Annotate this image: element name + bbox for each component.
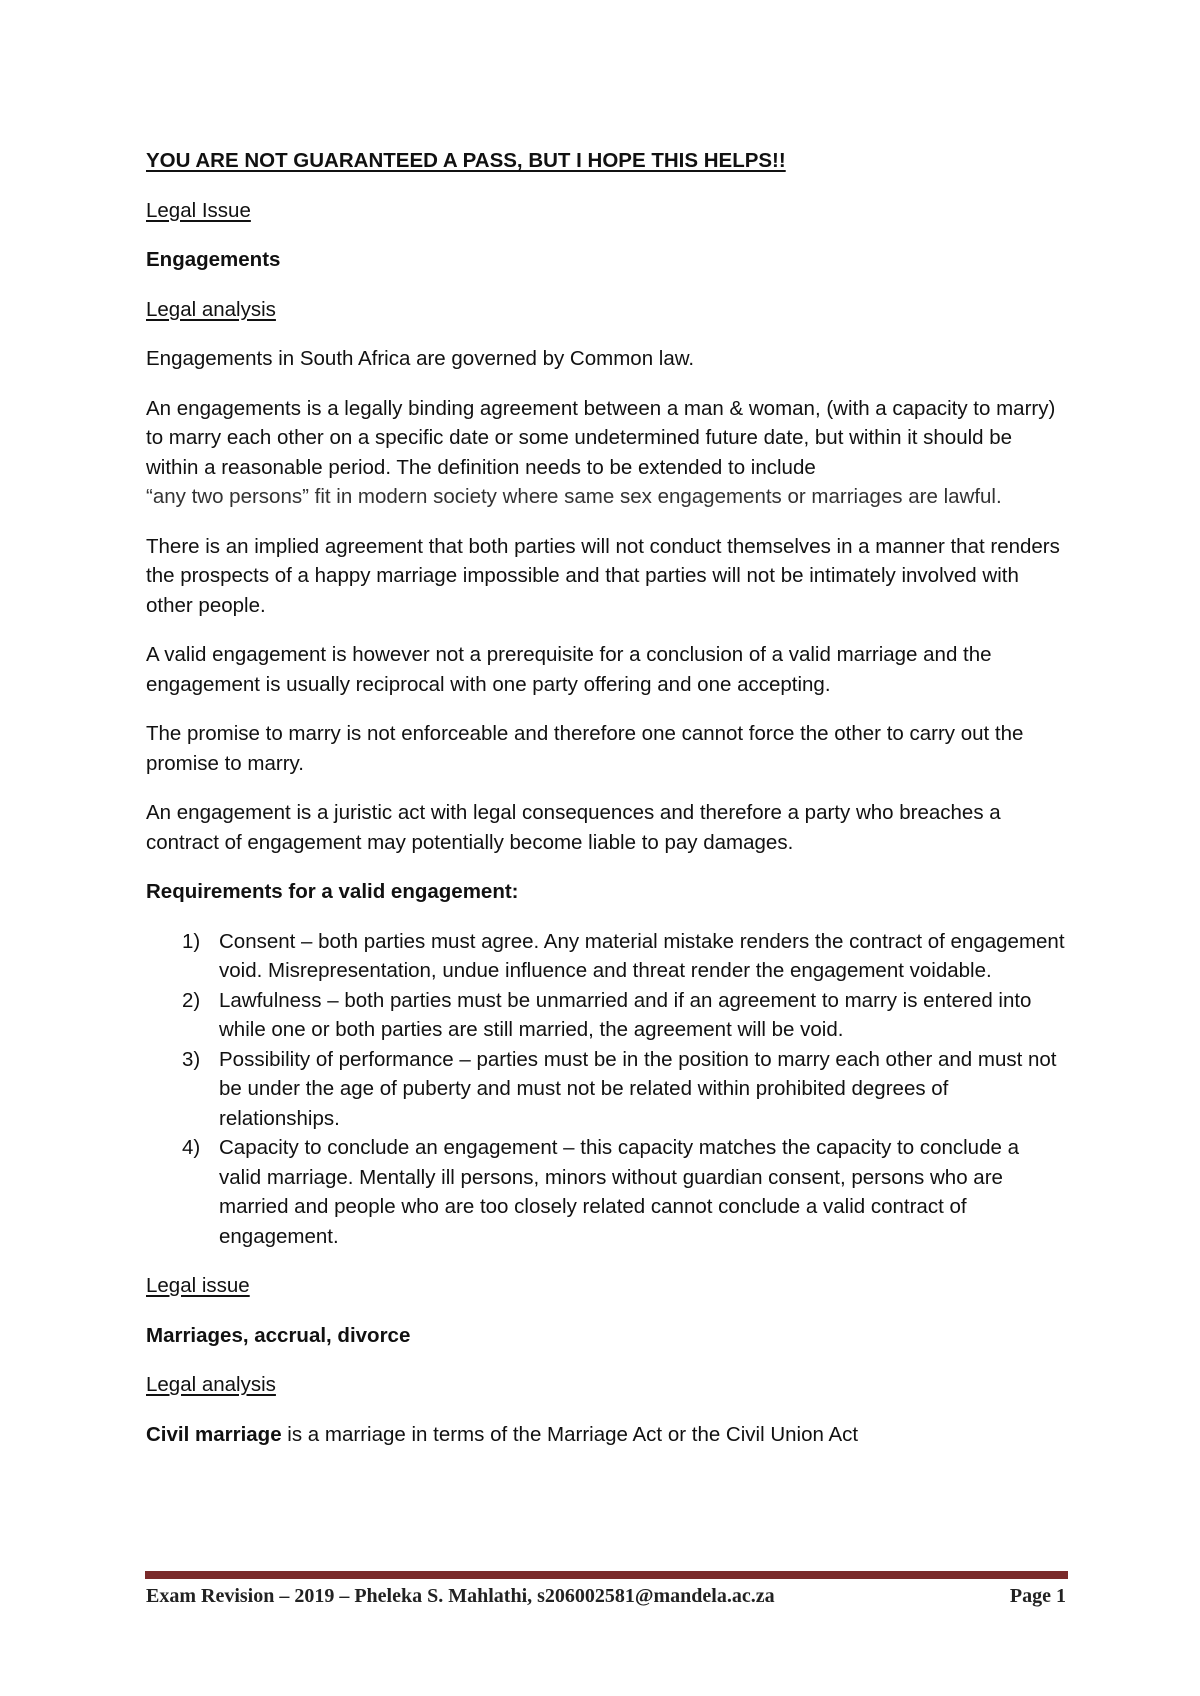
document-body (146, 146, 1066, 1469)
legal-analysis-label: Legal analysis (146, 1373, 276, 1396)
legal-issue-label: Legal Issue (146, 198, 251, 222)
paragraph: A valid engagement is however not a prerequisite for a conclusion of a valid marriage and the engagement is usually reciprocal with one party offering and one accepting. (146, 643, 992, 696)
list-number: 4) (182, 1136, 201, 1159)
footer-divider (145, 1571, 1068, 1579)
legal-issue-heading: Marriages, accrual, divorce (146, 1323, 411, 1347)
paragraph: There is an implied agreement that both parties will not conduct themselves in a manner that renders the prospects of a happy marriage impossible and that parties will not be intimately involved with other people. (146, 534, 1060, 617)
page-footer (146, 1585, 1066, 1608)
paragraph: Engagements in South Africa are governed by Common law. (146, 347, 695, 370)
list-number: 1) (182, 929, 201, 953)
legal-issue-heading: Engagements (146, 248, 281, 271)
page-title: YOU ARE NOT GUARANTEED A PASS, BUT I HOPE THIS HELPS!! (146, 149, 786, 172)
list-text: Lawfulness – both parties must be unmarried and if an agreement to marry is entered into while one or both parties are still married, the agreement will be void. (219, 988, 1032, 1041)
list-item (146, 927, 1066, 986)
list-number: 3) (182, 1047, 201, 1071)
requirements-list (146, 927, 1066, 1252)
list-number: 2) (182, 988, 201, 1012)
list-item (146, 1045, 1066, 1134)
paragraph: The promise to marry is not enforceable and therefore one cannot force the other to carry out the promise to marry. (146, 722, 1024, 775)
list-item (146, 1133, 1066, 1251)
list-item (146, 986, 1066, 1045)
list-text: Capacity to conclude an engagement – this capacity matches the capacity to conclude a valid marriage. Mentally ill persons, minors without guardian consent, persons who are married and people who are too closely related cannot conclude a valid contract of engagement. (219, 1136, 1019, 1248)
legal-analysis-label: Legal analysis (146, 297, 276, 321)
page-number: Page 1 (1009, 1585, 1066, 1607)
list-text: Consent – both parties must agree. Any material mistake renders the contract of engagement void. Misrepresentation, undue influence and threat render the engagement voidable. (219, 929, 1065, 982)
paragraph: An engagements is a legally binding agreement between a man & woman, (with a capacity to marry) to marry each other on a specific date or some undetermined future date, but within it should be within a reasonable period. The definition needs to be extended to include (146, 396, 1056, 479)
footer-text: Exam Revision – 2019 – Pheleka S. Mahlathi, s206002581@mandela.ac.za (146, 1585, 775, 1607)
paragraph (146, 1420, 1066, 1450)
requirements-heading: Requirements for a valid engagement: (146, 880, 519, 903)
list-text: Possibility of performance – parties must be in the position to marry each other and must not be under the age of puberty and must not be related within prohibited degrees of relationships. (219, 1047, 1057, 1130)
defined-term: Civil marriage (146, 1422, 282, 1446)
legal-issue-label: Legal issue (146, 1274, 250, 1297)
paragraph: “any two persons” fit in modern society where same sex engagements or marriages are lawful. (146, 485, 1002, 508)
paragraph: An engagement is a juristic act with legal consequences and therefore a party who breaches a contract of engagement may potentially become liable to pay damages. (146, 801, 1001, 854)
definition-text: is a marriage in terms of the Marriage Act or the Civil Union Act (281, 1422, 859, 1446)
